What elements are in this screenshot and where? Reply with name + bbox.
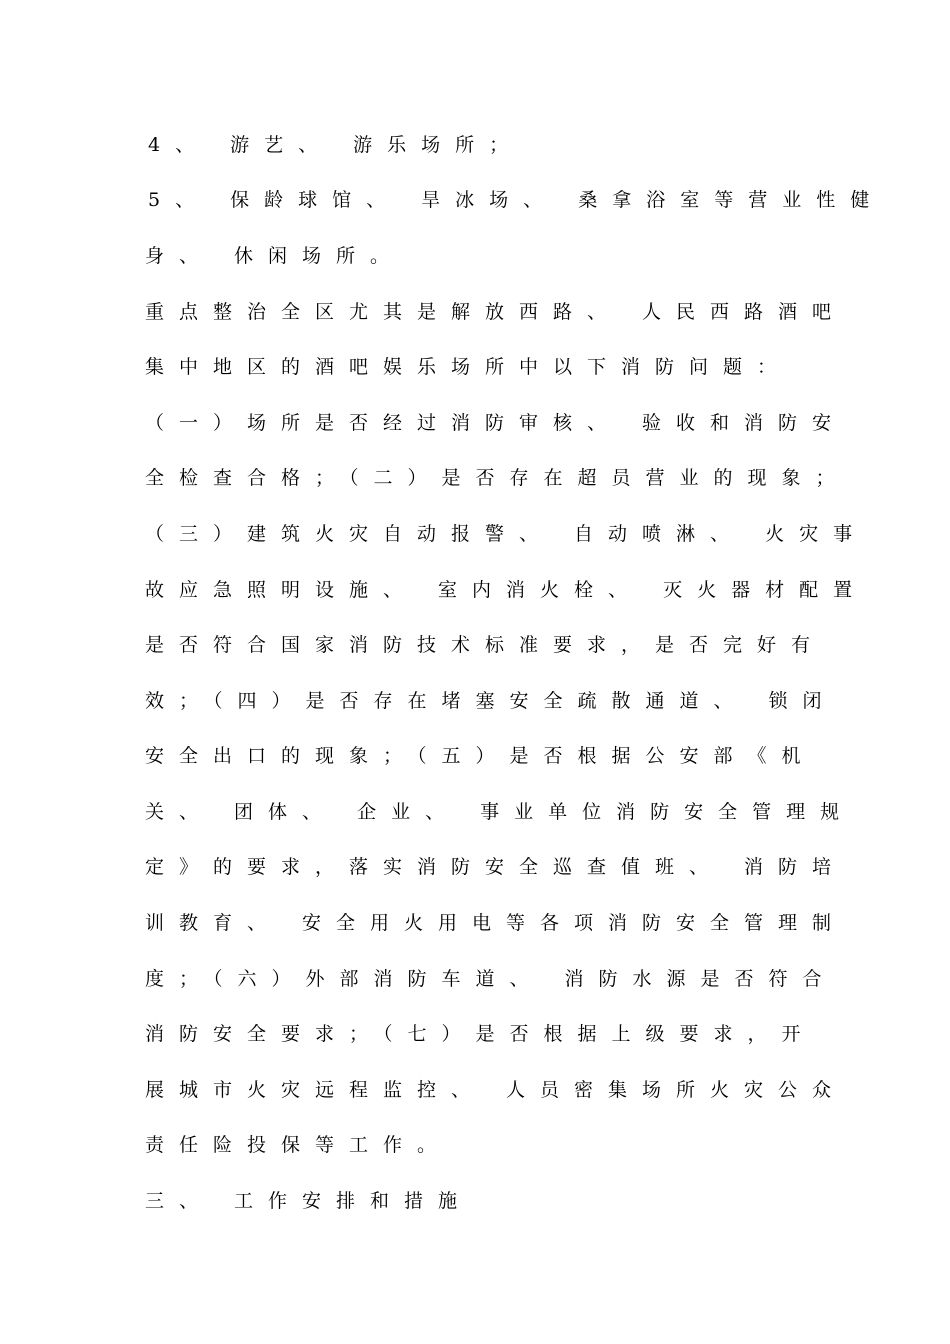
- text-line: 效；（四）是否存在堵塞安全疏散通道、 锁闭: [145, 690, 837, 712]
- text-line: 消防安全要求；（七）是否根据上级要求，开: [145, 1023, 816, 1045]
- text-line: 定》的要求，落实消防安全巡查值班、 消防培: [145, 856, 847, 878]
- text-line: 度；（六）外部消防车道、 消防水源是否符合: [145, 968, 837, 990]
- text-line: 身、 休闲场所。: [145, 245, 405, 267]
- text-line: （一）场所是否经过消防审核、 验收和消防安: [145, 412, 847, 434]
- text-line: 全检查合格；（二）是否存在超员营业的现象；: [145, 467, 850, 489]
- text-line: 责任险投保等工作。: [145, 1134, 452, 1156]
- text-line: 集中地区的酒吧娱乐场所中以下消防问题：: [145, 356, 792, 378]
- text-line: 重点整治全区尤其是解放西路、 人民西路酒吧: [145, 301, 847, 323]
- section-heading: 三、 工作安排和措施: [145, 1190, 473, 1212]
- text-line: 安全出口的现象；（五）是否根据公安部《机: [145, 745, 816, 767]
- text-line: 故应急照明设施、 室内消火栓、 灭火器材配置: [145, 579, 868, 601]
- text-line: 展城市火灾远程监控、 人员密集场所火灾公众: [145, 1079, 847, 1101]
- text-line: （三）建筑火灾自动报警、 自动喷淋、 火灾事: [145, 523, 868, 545]
- text-line: 训教育、 安全用火用电等各项消防安全管理制: [145, 912, 847, 934]
- text-line: 是否符合国家消防技术标准要求，是否完好有: [145, 634, 826, 656]
- text-line: 5、 保龄球馆、 旱冰场、 桑拿浴室等营业性健: [148, 189, 885, 211]
- text-line: 关、 团体、 企业、 事业单位消防安全管理规: [145, 801, 855, 823]
- text-line: 4、 游艺、 游乐场所；: [148, 134, 524, 156]
